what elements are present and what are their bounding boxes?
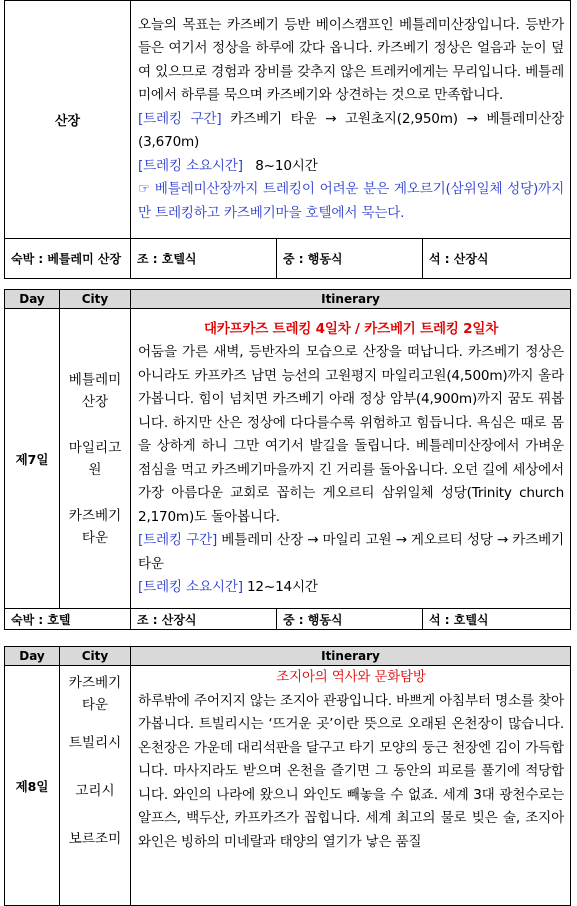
route-label: [트레킹 구간]: [138, 110, 222, 127]
city-item: 트빌리시: [68, 735, 122, 751]
city-item: 카즈베기타운: [68, 507, 122, 546]
time-label: [트레킹 소요시간]: [138, 579, 243, 595]
itinerary-cell: [131, 309, 571, 609]
city-item: 고리시: [75, 783, 115, 799]
itinerary-text: 어둠을 가른 새벽, 등반자의 모습으로 산장을 떠납니다. 카즈베기 정상은 아니라도 카프카즈 남면 능선의 고원평지 마일리고원(4,500m)까지 올라가봅니다. 힘이 넘치면 카즈베기 아래 정상 암부(4,900m)까지 꿈도 꿔봅니다. 하지만 산은 정상에 다다를수록 위험하고 힘듭니다. 욕심은 때로 몸을 상하게 하니 그만 여기서 발길을 돌립니다. 베틀레미산장에서 가벼운 점심을 먹고 카즈베기마을까지 긴 거리를 돌아옵니다. 오던 길에 세상에서 가장 아름다운 교회로 꼽히는 게오르티 삼위일체 성당(Trinity church 2,170m)도 돌아봅니다.: [138, 344, 564, 525]
lodging-cell: 숙박 : 호텔: [5, 609, 131, 630]
trekking-route: [138, 529, 564, 576]
city-header: City: [60, 290, 131, 309]
itinerary-cell: [131, 666, 571, 906]
route-label: [트레킹 구간]: [138, 532, 218, 548]
trekking-route: [138, 108, 564, 155]
trekking-time: [138, 576, 564, 600]
dinner-cell: 석 : 호텔식: [423, 609, 571, 630]
itinerary-table-day8: [4, 646, 571, 906]
itinerary-text: 오늘의 목표는 카즈베기 등반 베이스캠프인 베틀레미산장입니다. 등반가들은 여기서 정상을 하루에 갔다 옵니다. 카즈베기 정상은 얼음과 눈이 덮여 있으므로 경험과 장비를 갖추지 않은 트레커에게는 무리입니다. 베틀레미에서 하루를 묵으며 카즈베기와 상견하는 것으로 만족합니다.: [138, 16, 565, 104]
day-title: 조지아의 역사와 문화탐방: [276, 669, 426, 685]
time-text: 8~10시간: [255, 157, 318, 174]
day-number: 제8일: [5, 666, 60, 906]
itinerary-header: Itinerary: [131, 290, 571, 309]
dinner-cell: 석 : 산장식: [423, 239, 571, 279]
day-header: Day: [5, 290, 60, 309]
itinerary-header: Itinerary: [131, 647, 571, 666]
day-number: 제7일: [5, 309, 60, 609]
route-text: 베틀레미 산장 → 마일리 고원 → 게오르티 성당 → 카즈베기타운: [138, 532, 564, 572]
city-header: City: [60, 647, 131, 666]
breakfast-cell: 조 : 호텔식: [131, 239, 277, 279]
city-item: 카즈베기타운: [68, 675, 122, 713]
lunch-cell: 중 : 행동식: [277, 609, 423, 630]
city-list: [60, 309, 131, 609]
time-label: [트레킹 소요시간]: [138, 157, 243, 174]
note-text: ☞ 베틀레미산장까지 트레킹이 어려운 분은 게오르기(삼위일체 성당)까지만 트레킹하고 카즈베기마을 호텔에서 묵는다.: [138, 181, 565, 221]
city-item: 마일리고원: [68, 439, 122, 478]
itinerary-cell: [131, 1, 571, 239]
lodging-cell: 숙박 : 베틀레미 산장: [5, 239, 131, 279]
route-text: 카즈베기 타운 → 고원초지(2,950m) → 베틀레미산장(3,670m): [138, 110, 565, 151]
day-title: 대카프카즈 트레킹 4일차 / 카즈베기 트레킹 2일차: [203, 320, 499, 337]
day-header: Day: [5, 647, 60, 666]
city-item: 베틀레미산장: [68, 371, 122, 410]
breakfast-cell: 조 : 산장식: [131, 609, 277, 630]
trekking-time: [138, 155, 564, 179]
itinerary-table-day6: [4, 0, 571, 279]
city-cell: 산장: [5, 1, 131, 239]
time-text: 12~14시간: [246, 579, 318, 595]
lunch-cell: 중 : 행동식: [277, 239, 423, 279]
itinerary-text: 하루밖에 주어지지 않는 조지아 관광입니다. 바쁘게 아침부터 명소를 찾아가봅니다. 트빌리시는 ‘뜨거운 곳’이란 뜻으로 오래된 온천장이 많습니다. 온천장은 가운데 대리석판을 달구고 타기 모양의 둥근 천장엔 김이 가득합니다. 마사지라도 받으며 온천을 즐기면 그 동안의 피로를 풀기에 적당합니다. 와인의 나라에 왔으니 와인도 빼놓을 수 없죠. 세계 3대 광천수로는 알프스, 백두산, 카프카즈가 꼽힙니다. 세계 최고의 물로 빚은 술, 조지아와인은 빙하의 미네랄과 태양의 열기가 낳은 품질: [138, 692, 564, 850]
itinerary-table-day7: [4, 289, 571, 630]
city-list: [60, 666, 131, 906]
city-item: 보르조미: [68, 831, 122, 847]
